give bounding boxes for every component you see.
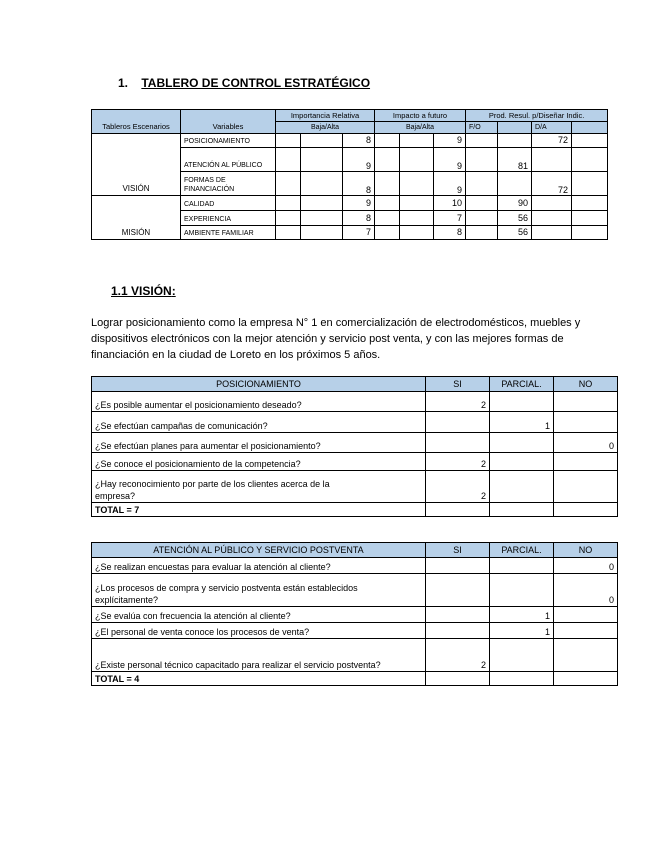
table-row (92, 558, 618, 574)
importance-value: 8 (343, 211, 375, 226)
header-parcial: PARCIAL. (490, 543, 554, 558)
table-row (92, 412, 618, 433)
importance-value: 7 (343, 226, 375, 240)
header-baja-alta-1: Baja/Alta (276, 122, 375, 134)
heading-title: TABLERO DE CONTROL ESTRATÉGICO (141, 76, 371, 90)
strategic-control-table (91, 109, 608, 240)
question-cell: ¿El personal de venta conoce los procesos de venta? (92, 623, 426, 639)
impact-value: 8 (434, 226, 466, 240)
cell (375, 196, 400, 211)
no-value (554, 453, 618, 471)
table-header-row (92, 543, 618, 558)
total-cell: TOTAL = 4 (92, 672, 426, 686)
fo-value: 90 (498, 196, 532, 211)
cell (301, 196, 343, 211)
si-value (426, 558, 490, 574)
cell (466, 211, 498, 226)
variable-cell: FORMAS DE FINANCIACIÓN (181, 172, 276, 196)
atencion-table (91, 542, 618, 686)
da-value: 72 (532, 134, 572, 148)
table-row (92, 574, 618, 607)
cell (301, 134, 343, 148)
question-cell: ¿Se efectúan campañas de comunicación? (92, 412, 426, 433)
header-si: SI (426, 377, 490, 392)
table-header-row (92, 110, 608, 122)
parcial-value (490, 433, 554, 453)
cell (276, 172, 301, 196)
cell (301, 226, 343, 240)
cell (276, 134, 301, 148)
no-value (554, 471, 618, 503)
parcial-value (490, 471, 554, 503)
header-scenarios: Tableros Escenarios (92, 110, 181, 134)
cell (572, 172, 608, 196)
header-empty-1 (498, 122, 532, 134)
cell (490, 503, 554, 517)
header-prod: Prod. Resul. p/Diseñar Indic. (466, 110, 608, 122)
fo-value: 81 (498, 148, 532, 172)
parcial-value (490, 639, 554, 672)
cell (466, 226, 498, 240)
cell (375, 172, 400, 196)
no-value: 0 (554, 574, 618, 607)
no-value (554, 392, 618, 412)
si-value: 2 (426, 392, 490, 412)
cell (466, 172, 498, 196)
variable-cell: ATENCIÓN AL PÚBLICO (181, 148, 276, 172)
header-baja-alta-2: Baja/Alta (375, 122, 466, 134)
cell (466, 134, 498, 148)
parcial-value (490, 558, 554, 574)
table-row (92, 196, 608, 211)
table-row (92, 433, 618, 453)
scenario-vision: VISIÓN (92, 134, 181, 196)
header-no: NO (554, 377, 618, 392)
impact-value: 9 (434, 172, 466, 196)
no-value (554, 639, 618, 672)
question-cell: ¿Se realizan encuestas para evaluar la atención al cliente? (92, 558, 426, 574)
cell (375, 226, 400, 240)
total-row (92, 503, 618, 517)
fo-value (498, 172, 532, 196)
cell (301, 148, 343, 172)
si-value (426, 412, 490, 433)
cell (375, 211, 400, 226)
parcial-value: 1 (490, 623, 554, 639)
header-si: SI (426, 543, 490, 558)
question-cell: ¿Se evalúa con frecuencia la atención al cliente? (92, 607, 426, 623)
header-title: POSICIONAMIENTO (92, 377, 426, 392)
header-fo: F/O (466, 122, 498, 134)
question-cell: ¿Existe personal técnico capacitado para realizar el servicio postventa? (92, 639, 426, 672)
header-empty-2 (572, 122, 608, 134)
si-value (426, 433, 490, 453)
cell (375, 134, 400, 148)
header-variables: Variables (181, 110, 276, 134)
table-row (92, 607, 618, 623)
cell (276, 226, 301, 240)
no-value (554, 623, 618, 639)
variable-cell: POSICIONAMIENTO (181, 134, 276, 148)
cell (375, 148, 400, 172)
importance-value: 8 (343, 134, 375, 148)
impact-value: 9 (434, 148, 466, 172)
si-value: 2 (426, 471, 490, 503)
parcial-value (490, 453, 554, 471)
impact-value: 9 (434, 134, 466, 148)
parcial-value (490, 574, 554, 607)
da-value: 72 (532, 172, 572, 196)
total-row (92, 672, 618, 686)
table-row (92, 471, 618, 503)
vision-paragraph: Lograr posicionamiento como la empresa N° 1 en comercialización de electrodomésticos, muebles y dispositivos electrónicos con la mejor atención y servicio post venta, y con las mejores formas de financiación en la ciudad de Loreto en los próximos 5 años. (91, 317, 581, 361)
fo-value (498, 134, 532, 148)
parcial-value: 1 (490, 607, 554, 623)
cell (554, 672, 618, 686)
heading-number: 1. (118, 76, 129, 90)
question-cell: ¿Los procesos de compra y servicio postventa están establecidos explícitamente? (92, 574, 426, 607)
table-row (92, 134, 608, 148)
question-cell: ¿Hay reconocimiento por parte de los clientes acerca de la empresa? (92, 471, 426, 503)
da-value (532, 148, 572, 172)
si-value: 2 (426, 639, 490, 672)
da-value (532, 226, 572, 240)
cell (572, 134, 608, 148)
table-row (92, 392, 618, 412)
parcial-value: 1 (490, 412, 554, 433)
si-value (426, 623, 490, 639)
importance-value: 9 (343, 196, 375, 211)
cell (466, 196, 498, 211)
table-row (92, 623, 618, 639)
section-colon: : (171, 284, 176, 298)
no-value: 0 (554, 433, 618, 453)
question-cell: ¿Se efectúan planes para aumentar el posicionamiento? (92, 433, 426, 453)
section-title: 1.1 VISIÓN (111, 284, 172, 298)
si-value (426, 607, 490, 623)
impact-value: 7 (434, 211, 466, 226)
header-parcial: PARCIAL. (490, 377, 554, 392)
cell (400, 172, 434, 196)
cell (400, 226, 434, 240)
parcial-value (490, 392, 554, 412)
cell (400, 134, 434, 148)
variable-cell: AMBIENTE FAMILIAR (181, 226, 276, 240)
header-impact: Impacto a futuro (375, 110, 466, 122)
cell (400, 148, 434, 172)
cell (572, 211, 608, 226)
no-value: 0 (554, 558, 618, 574)
question-cell: ¿Se conoce el posicionamiento de la competencia? (92, 453, 426, 471)
header-title: ATENCIÓN AL PÚBLICO Y SERVICIO POSTVENTA (92, 543, 426, 558)
cell (572, 196, 608, 211)
importance-value: 8 (343, 172, 375, 196)
table-header-row (92, 377, 618, 392)
cell (490, 672, 554, 686)
no-value (554, 607, 618, 623)
heading-1 (118, 76, 370, 90)
cell (276, 148, 301, 172)
da-value (532, 211, 572, 226)
importance-value: 9 (343, 148, 375, 172)
scenario-mision: MISIÓN (92, 196, 181, 240)
header-importance: Importancia Relativa (276, 110, 375, 122)
cell (426, 672, 490, 686)
cell (572, 148, 608, 172)
cell (276, 211, 301, 226)
fo-value: 56 (498, 226, 532, 240)
question-cell: ¿Es posible aumentar el posicionamiento deseado? (92, 392, 426, 412)
table-row (92, 453, 618, 471)
posicionamiento-table (91, 376, 618, 517)
no-value (554, 412, 618, 433)
total-cell: TOTAL = 7 (92, 503, 426, 517)
cell (276, 196, 301, 211)
si-value (426, 574, 490, 607)
cell (301, 211, 343, 226)
variable-cell: EXPERIENCIA (181, 211, 276, 226)
header-da: D/A (532, 122, 572, 134)
cell (572, 226, 608, 240)
cell (466, 148, 498, 172)
cell (400, 196, 434, 211)
da-value (532, 196, 572, 211)
header-no: NO (554, 543, 618, 558)
impact-value: 10 (434, 196, 466, 211)
table-row (92, 639, 618, 672)
cell (400, 211, 434, 226)
section-heading (111, 284, 176, 298)
si-value: 2 (426, 453, 490, 471)
cell (426, 503, 490, 517)
cell (301, 172, 343, 196)
variable-cell: CALIDAD (181, 196, 276, 211)
cell (554, 503, 618, 517)
fo-value: 56 (498, 211, 532, 226)
